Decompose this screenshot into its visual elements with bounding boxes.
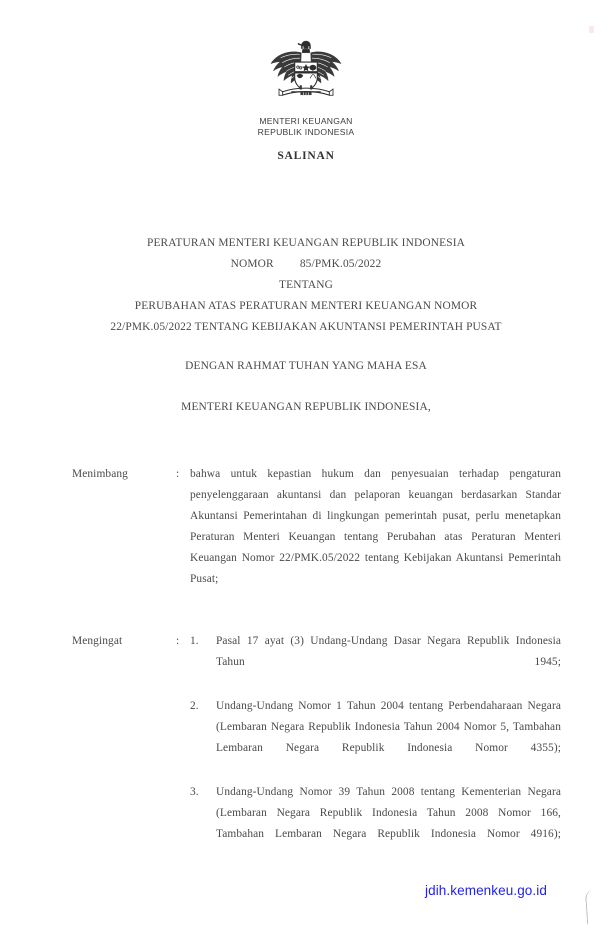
considering-label: Menimbang [72, 468, 128, 480]
subject-line-2: 22/PMK.05/2022 TENTANG KEBIJAKAN AKUNTANSI PEMERINTAH PUSAT [110, 321, 502, 333]
recalling-clause [0, 631, 612, 866]
list-item [190, 782, 561, 866]
garuda-pancasila-emblem [267, 34, 345, 112]
list-item-text: Undang-Undang Nomor 39 Tahun 2008 tentang Kementerian Negara (Lembaran Negara Republik Indonesia Tahun 2008 Nomor 166, Tambahan Lembaran Negara Republik Indonesia Nomor 4916); [216, 786, 561, 840]
considering-clause [0, 464, 612, 611]
nomor-label: NOMOR [230, 258, 274, 270]
blessing-line: DENGAN RAHMAT TUHAN YANG MAHA ESA [185, 360, 427, 372]
recalling-label: Mengingat [72, 635, 123, 647]
invocation-block [0, 360, 612, 413]
nomor-value: 85/PMK.05/2022 [299, 258, 382, 270]
subject-line-1: PERUBAHAN ATAS PERATURAN MENTERI KEUANGAN NOMOR [134, 300, 478, 312]
clauses-section [0, 464, 612, 866]
ministry-line-1: MENTERI KEUANGAN [259, 116, 353, 126]
list-item [190, 696, 561, 780]
list-item-number: 3. [190, 786, 199, 798]
regulation-heading: PERATURAN MENTERI KEUANGAN REPUBLIK INDONESIA [146, 237, 466, 249]
scan-speck-artifact [589, 26, 594, 33]
ministry-line-2: REPUBLIK INDONESIA [257, 126, 355, 137]
considering-colon: : [176, 468, 180, 480]
recalling-body [190, 631, 561, 866]
list-item-text: Undang-Undang Nomor 1 Tahun 2004 tentang Perbendaharaan Negara (Lembaran Negara Republik Indonesia Tahun 2004 Nomor 5, Tambahan Lembaran Negara Republik Indonesia Nomor 4355); [216, 700, 561, 754]
issuing-authority: MENTERI KEUANGAN REPUBLIK INDONESIA, [181, 401, 431, 413]
regulation-title-block [0, 233, 612, 338]
regulation-number-line [0, 254, 612, 275]
tentang-label: TENTANG [279, 279, 333, 291]
page-curl-artifact [585, 890, 600, 925]
recalling-colon: : [176, 635, 180, 647]
considering-text: bahwa untuk kepastian hukum dan penyesuaian terhadap pengaturan penyelenggaraan akuntansi dan pelaporan keuangan berdasarkan Standar Akuntansi Pemerintahan di lingkungan pemerintah pusat, perlu menetapkan Peraturan Menteri Keuangan tentang Perubahan atas Peraturan Menteri Keuangan Nomor 22/PMK.05/2022 tentang Kebijakan Akuntansi Pemerintah Pusat; [190, 468, 561, 585]
recalling-list [190, 631, 561, 866]
considering-body [190, 464, 561, 611]
ministry-name [0, 116, 612, 137]
list-item-number: 1. [190, 635, 199, 647]
masthead [0, 34, 612, 162]
list-item-text: Pasal 17 ayat (3) Undang-Undang Dasar Negara Republik Indonesia Tahun 1945; [216, 635, 561, 668]
list-item [190, 631, 561, 694]
jdih-watermark[interactable]: jdih.kemenkeu.go.id [425, 883, 547, 898]
list-item-number: 2. [190, 700, 199, 712]
copy-stamp: SALINAN [277, 150, 335, 162]
